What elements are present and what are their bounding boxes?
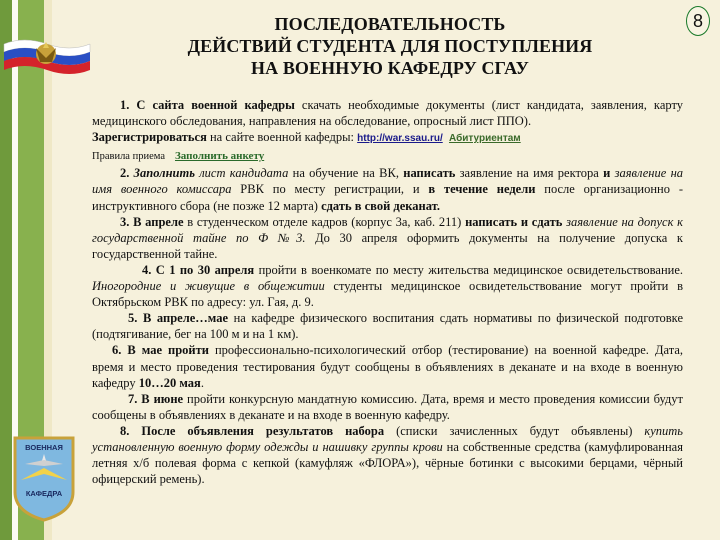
step-6: 6. В мае пройти профессионально-психологический отбор (тестирование) на военной кафедре. Дата, время и место проведения тестирования будут сообщены в объявлениях в деканате и на входе в военную кафедру 10…20 мая.: [92, 343, 683, 390]
step-8: 8. После объявления результатов набора (списки зачисленных будут объявлены) купить установленную военную форму одежды и нашивку группы крови на собственные средства (камуфлированная летняя х/б полевая форма с кепкой (камуфляж «ФЛОРА»), чёрные ботинки с высокими берцами, чёрный офицерский ремень).: [92, 423, 683, 487]
page-number-badge: 8: [686, 6, 710, 36]
site-link[interactable]: http://war.ssau.ru/: [357, 133, 443, 145]
step-1-rules: Правила приема Заполнить анкету: [92, 150, 265, 163]
step-3: 3. В апреле в студенческом отделе кадров (корпус 3а, каб. 211) написать и сдать заявление на допуск к государственной тайне по Ф №3. До 30 апреля оформить документы на получение допуска к государственной тайне.: [92, 214, 683, 261]
applicants-link[interactable]: Абитуриентам: [448, 133, 521, 145]
badge-top-text: ВОЕННАЯ: [25, 443, 63, 452]
step-1-register: Зарегистрироваться на сайте военной кафедры: http://war.ssau.ru/ Абитуриентам: [92, 130, 521, 145]
badge-bottom-text: КАФЕДРА: [25, 489, 63, 498]
emblem-flag-icon: [2, 34, 92, 78]
step-4: 4. С 1 по 30 апреля пройти в военкомате по месту жительства медицинское освидетельствование. Иногородние и живущие в общежитии студенты медицинское освидетельствование могут пройти в Октябрьском РВК по адресу: ул. Гая, д. 9.: [92, 262, 683, 310]
step-1: 1. С сайта военной кафедры скачать необходимые документы (лист кандидата, заявления, карту медицинского обследования, направления на обследование, опросный лист ППО).: [92, 98, 683, 129]
instructions-body: [92, 97, 683, 487]
fill-form-link[interactable]: Заполнить анкету: [174, 150, 265, 163]
step-7: 7. В июне пройти конкурсную мандатную комиссию. Дата, время и место проведения комиссии будут сообщены в объявлениях в деканате и на входе в военную кафедру.: [92, 391, 684, 422]
military-department-badge-icon: [11, 434, 77, 522]
page-title: ПОСЛЕДОВАТЕЛЬНОСТЬ ДЕЙСТВИЙ СТУДЕНТА ДЛЯ ПОСТУПЛЕНИЯ НА ВОЕННУЮ КАФЕДРУ СГАУ: [187, 14, 593, 78]
step-2: 2. Заполнить лист кандидата на обучение на ВК, написать заявление на имя ректора и заявление на имя военного комиссара РВК по месту регистрации, и в течение недели после организационно - инструктивного сбора (не позже 12 марта) сдать в свой деканат.: [92, 166, 684, 213]
step-5: 5. В апреле…мае на кафедре физического воспитания сдать нормативы по физической подготовке (подтягивание, бег на 100 м и на 1 км).: [92, 311, 683, 342]
